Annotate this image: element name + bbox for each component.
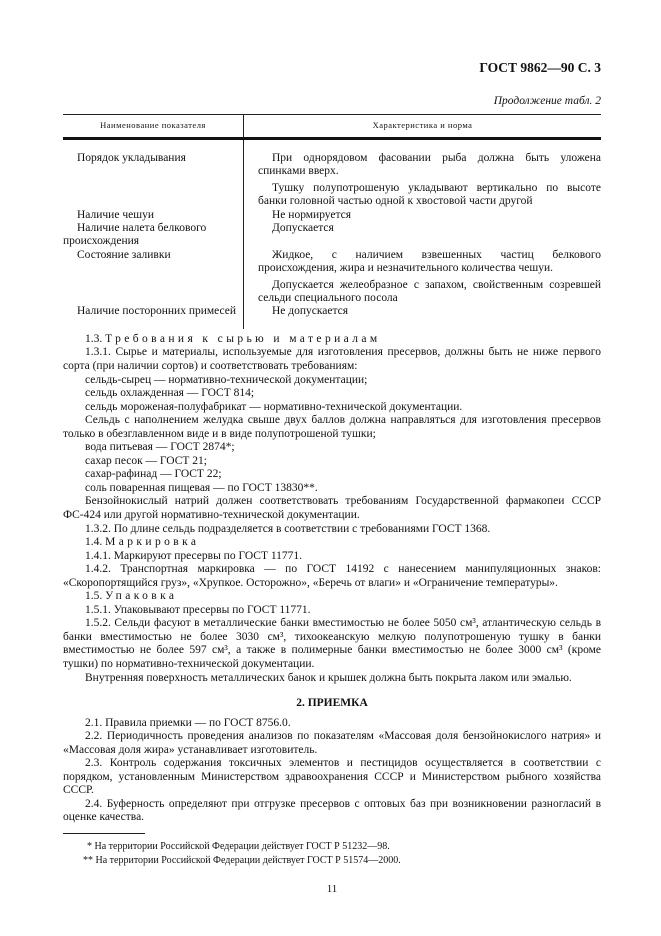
indicator-name-cell xyxy=(63,249,244,306)
indicator-value: Жидкое, с наличием взвешенных частиц белкового происхождения, жира и незначительного количества чешуи. xyxy=(258,248,601,275)
indicator-name-cell xyxy=(63,305,244,328)
table-row xyxy=(63,209,601,222)
paragraph: сельдь охлажденная — ГОСТ 814; xyxy=(85,387,255,400)
paragraph: 2.2. Периодичность проведения анализов по показателям «Массовая доля бензойнокислого натрия» и «Массовая доля жира» устанавливает изготовитель. xyxy=(63,730,601,756)
paragraph: сахар-рафинад — ГОСТ 22; xyxy=(85,468,222,481)
indicator-name: Наличие налета белкового происхождения xyxy=(63,222,207,248)
paragraph: Бензойнокислый натрий должен соответствовать требованиям Государственной фармакопеи СССР ФС-424 или другой нормативно-технической документации. xyxy=(63,495,601,521)
indicator-name: Состояние заливки xyxy=(77,248,171,261)
indicator-name-cell xyxy=(63,209,244,222)
paragraph: 2.4. Буферность определяют при отгрузке пресервов с оптовых баз при возникновении разногласий в оценке качества. xyxy=(63,797,601,824)
indicator-value-cell xyxy=(244,222,602,249)
subsection-heading xyxy=(63,536,601,550)
column-header-name: Наименование показателя xyxy=(63,115,244,139)
requirements-table xyxy=(63,114,601,329)
paragraph: 2.3. Контроль содержания токсичных элементов и пестицидов осуществляется в соответствии с порядком, установленным Министерством здравоохранения СССР и Министерством рыбного хозяйства СССР. xyxy=(63,757,601,797)
table-row xyxy=(63,139,601,209)
paragraph: Внутренняя поверхность металлических банок и крышек должна быть покрыта лаком или эмалью. xyxy=(85,671,572,684)
footnote-2: ** На территории Российской Федерации действует ГОСТ Р 51574—2000. xyxy=(83,855,401,867)
paragraph: вода питьевая — ГОСТ 2874*; xyxy=(85,441,235,454)
indicator-value-cell xyxy=(244,249,602,306)
subsection-title: Упаковка xyxy=(105,590,178,603)
subsection-title: Маркировка xyxy=(105,536,200,549)
indicator-value-cell xyxy=(244,305,602,328)
subsection-number: 1.5. xyxy=(85,590,106,603)
subsection-number: 1.3. xyxy=(85,332,106,345)
paragraph: соль поваренная пищевая — по ГОСТ 13830**. xyxy=(85,481,318,494)
paragraph: 1.4.1. Маркируют пресервы по ГОСТ 11771. xyxy=(85,549,303,562)
indicator-name-cell xyxy=(63,222,244,249)
paragraph: 1.5.1. Упаковывают пресервы по ГОСТ 11771. xyxy=(85,603,311,616)
paragraph: 1.5.2. Сельди фасуют в металлические банки вместимостью не более 5050 см³, атлантическую сельдь в банки вместимостью не более 3030 см³, тихоокеанскую мелкую полупотрошеную тушку в банки вместимостью не более 597 см³, а также в полимерные банки вместимостью не более 3000 см³ (кроме тушки) по нормативно-технической документации. xyxy=(63,617,601,670)
column-header-value: Характеристика и норма xyxy=(244,115,602,139)
indicator-name: Порядок укладывания xyxy=(77,152,186,164)
table-row xyxy=(63,305,601,328)
subsection-title: Требования к сырью и материалам xyxy=(105,332,381,345)
paragraph: 1.3.1. Сырье и материалы, используемые для изготовления пресервов, должны быть не ниже первого сорта (при наличии сортов) и соответствовать требованиям: xyxy=(63,346,601,372)
paragraph: сельдь мороженая-полуфабрикат — нормативно-технической документации. xyxy=(85,400,463,413)
document-body xyxy=(63,333,601,825)
indicator-name-cell xyxy=(63,139,244,209)
indicator-value: При однорядовом фасовании рыба должна быть уложена спинками вверх. xyxy=(258,152,601,178)
indicator-value-cell xyxy=(244,139,602,209)
paragraph: 1.4.2. Транспортная маркировка — по ГОСТ 14192 с нанесением манипуляционных знаков: «Скоропортящийся груз», «Хрупкое. Осторожно», «Беречь от влаги» и «Ограничение температуры». xyxy=(63,563,601,589)
indicator-value: Не допускается xyxy=(272,305,349,318)
paragraph: сельдь-сырец — нормативно-технической документации; xyxy=(85,373,368,386)
subsection-heading xyxy=(63,590,601,604)
table-row xyxy=(63,249,601,306)
subsection-number: 1.4. xyxy=(85,536,106,549)
table-row xyxy=(63,222,601,249)
page-number: 11 xyxy=(326,883,338,896)
footnote-1: * На территории Российской Федерации действует ГОСТ Р 51232—98. xyxy=(87,841,390,853)
indicator-value: Не нормируется xyxy=(272,208,352,221)
paragraph: 2.1. Правила приемки — по ГОСТ 8756.0. xyxy=(85,716,291,729)
section-heading: 2. ПРИЕМКА xyxy=(296,697,368,710)
indicator-value: Допускается желеобразное с запахом, свойственным созревшей сельди специального посола xyxy=(258,278,601,305)
indicator-value: Допускается xyxy=(272,222,334,235)
paragraph: 1.3.2. По длине сельдь подразделяется в соответствии с требованиями ГОСТ 1368. xyxy=(85,522,491,535)
indicator-value: Тушку полупотрошеную укладывают вертикально по высоте банки головной частью одной к хвостовой части другой xyxy=(258,181,601,208)
document-reference: ГОСТ 9862—90 С. 3 xyxy=(479,60,601,75)
indicator-name: Наличие посторонних примесей xyxy=(77,305,237,318)
table-continuation-label: Продолжение табл. 2 xyxy=(493,95,601,107)
footnote-divider xyxy=(63,833,145,834)
subsection-heading xyxy=(63,333,601,347)
paragraph: Сельдь с наполнением желудка свыше двух баллов должна направляться для изготовления пресервов только в обезглавленном виде и в виде полупотрошеной тушки; xyxy=(63,414,601,440)
paragraph: сахар песок — ГОСТ 21; xyxy=(85,454,207,467)
indicator-value-cell xyxy=(244,209,602,222)
indicator-name: Наличие чешуи xyxy=(77,208,154,221)
